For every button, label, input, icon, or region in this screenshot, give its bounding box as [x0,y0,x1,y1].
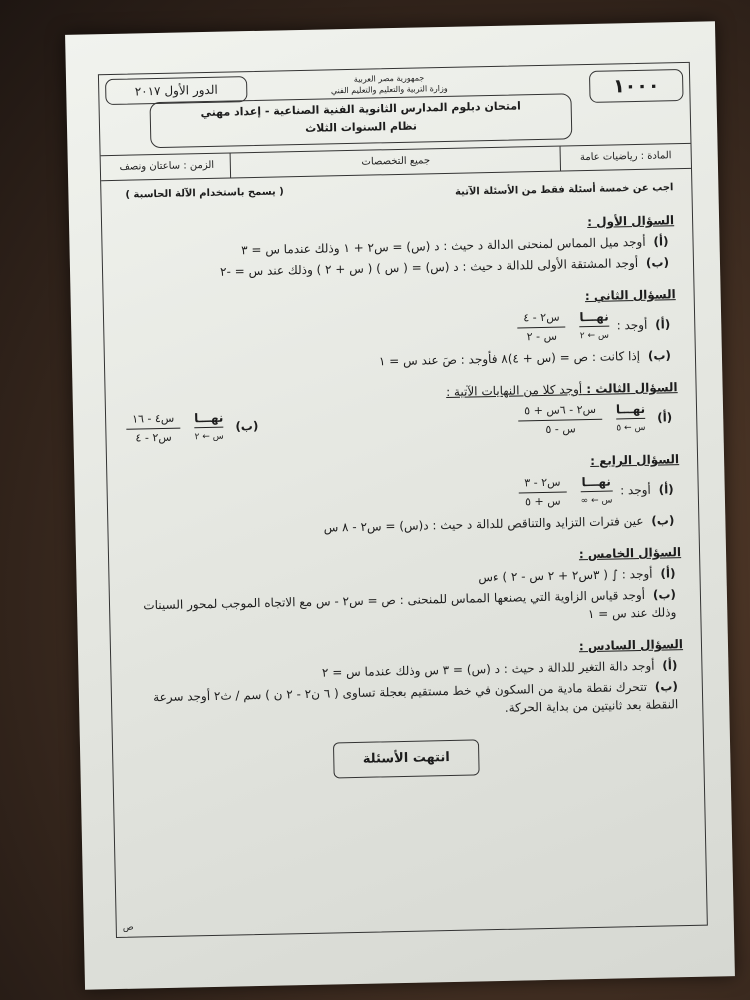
part-text: إذا كانت : ص = (س + ٤)٨ فأوجد : صَ عند س = ١ [378,348,641,369]
limit-sub: س ← ∞ [581,491,613,511]
end-of-questions: انتهت الأسئلة [333,739,480,778]
page-mark: ص [122,922,134,933]
question-4-title: السؤال الرابع : [590,452,680,469]
part-text: أوجد دالة التغير للدالة د حيث : د (س) = ٣ س وذلك عندما س = ٢ [321,658,655,680]
part-label: (أ) [653,234,669,249]
part-text: أوجد المشتقة الأولى للدالة د حيث : د (س) = ( س ) ( س + ٢ ) وذلك عند س = -٢ [219,255,639,279]
exam-body [101,169,703,783]
limit-symbol [580,473,613,511]
limit-sub: س ← ٥ [616,418,646,438]
limit-sub: س ← ٢ [194,427,224,447]
fraction [518,401,603,440]
exam-paper [65,21,735,989]
part-label: (أ) [662,658,678,673]
part-text: أوجد قياس الزاوية التي يصنعها المماس للمنحنى : ص = س٢ - س مع الاتجاه الموجب لمحور السينات وذلك عند س = ١ [143,587,677,622]
part-label: (أ) [655,317,671,332]
part-label: (ب) [647,348,672,363]
exam-frame [98,62,708,938]
fraction [518,474,567,512]
fraction [126,410,181,448]
instructions [115,179,673,209]
fraction-numerator: س٢ - ٣ [518,474,567,494]
limit-symbol [194,409,224,447]
fraction-denominator: س٢ - ٤ [135,430,172,445]
part-text: أوجد ميل المماس لمنحنى الدالة د حيث : د (س) = س٢ + ١ وذلك عندما س = ٣ [240,234,646,258]
subject-cell: المادة : رياضيات عامة [560,144,691,171]
part-text: أوجد : ∫ ( ٣س٢ + ٢ س - ٢ ) ءس [478,566,653,585]
part-label: (ب) [235,418,259,434]
question-3-part-a [512,399,673,439]
main-instruction: اجب عن خمسة أسئلة فقط من الأسئلة الآتية [454,182,674,198]
part-label: (أ) [656,410,673,425]
time-cell: الزمن : ساعتان ونصف [119,159,215,173]
limit-name: نهـــا [615,401,646,417]
limit-symbol [579,308,609,346]
question-3-parts [120,399,679,448]
limit-sub: س ← ٢ [580,326,610,346]
exam-system: نظام السنوات الثلاث [305,119,418,135]
part-text: أوجد : [619,482,651,498]
exam-round: الدور الأول ٢٠١٧ [105,76,248,105]
limit-name: نهـــا [581,474,611,490]
question-6-title: السؤال السادس : [578,637,684,654]
limit-name: نهـــا [193,410,224,426]
calculator-note: ( يسمح باستخدام الآلة الحاسبة ) [125,186,284,201]
question-3-title-text: السؤال الثالث : [586,380,678,397]
ministry-block [289,71,489,97]
fraction-denominator: س + ٥ [524,494,561,509]
specializations-cell: جميع التخصصات [230,147,561,178]
part-text: تتحرك نقطة مادية من السكون في خط مستقيم بعجلة تساوى ( ٦ ن٢ - ٢ ن ) سم / ث٢ أوجد سرعة النقطة بعد ثانيتين من بداية الحركة. [153,679,679,715]
part-label: (أ) [658,482,674,497]
question-5-part-b [124,585,683,633]
question-6-part-b [126,677,685,725]
limit-symbol [616,400,646,438]
part-text: أوجد : [616,317,648,333]
exam-title-box [149,93,572,148]
limit-name: نهـــا [579,309,609,325]
exam-title: امتحان دبلوم المدارس الثانوية الفنية الصناعية - إعداد مهني [200,99,522,120]
fraction [517,308,566,346]
exam-code: ١٠٠٠ [589,69,684,103]
fraction-numerator: س٢ - ٤ [517,308,566,328]
question-2-title: السؤال الثاني : [584,287,676,304]
fraction-denominator: س - ٥ [545,422,576,436]
fraction-denominator: س - ٢ [526,329,558,344]
part-text: عين فترات التزايد والتناقص للدالة د حيث : د(س) = س٢ - ٨ س [323,513,644,535]
part-label: (ب) [651,513,675,528]
part-label: (ب) [645,255,670,270]
question-1-title: السؤال الأول : [587,213,675,230]
ministry-line-1: جمهورية مصر العربية [353,73,425,84]
fraction-numerator: س٢ - ٦س + ٥ [518,401,602,422]
ministry-line-2: وزارة التربية والتعليم والتعليم الفني [330,83,448,96]
part-label: (ب) [652,587,677,602]
fraction-numerator: س٤ - ١٦ [126,410,181,430]
part-label: (أ) [660,566,676,581]
part-label: (ب) [654,679,678,694]
question-3-intro: أوجد كلا من النهايات الآتية : [445,382,583,400]
question-3-part-b [120,408,259,448]
question-5-title: السؤال الخامس : [578,545,682,562]
header-top [99,63,691,156]
